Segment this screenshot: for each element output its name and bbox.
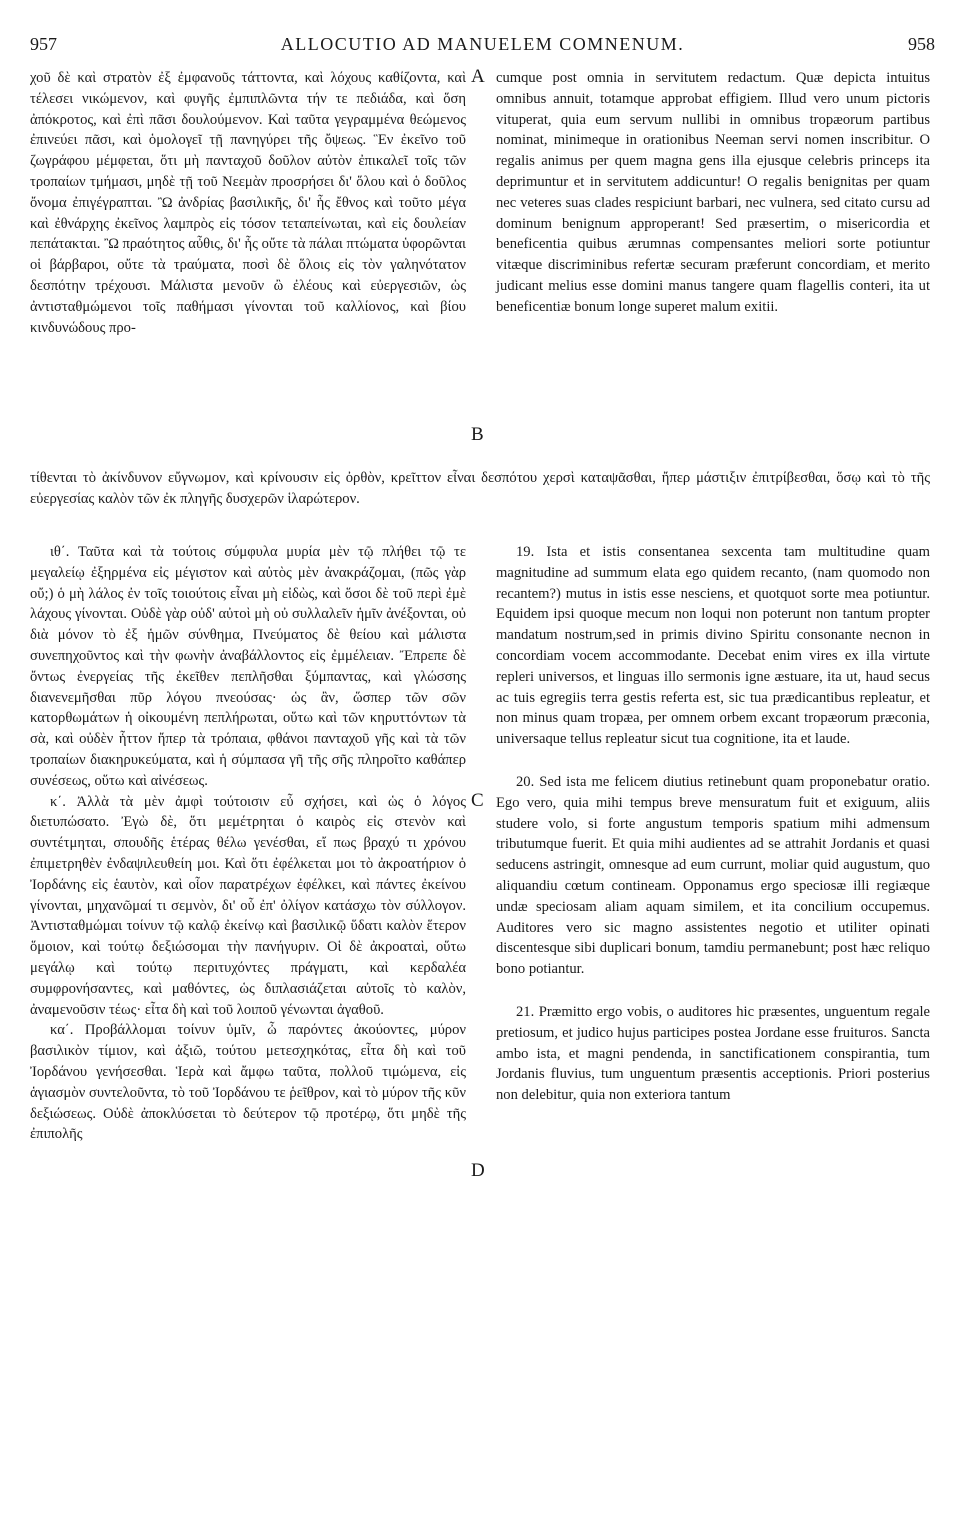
full-width-greek [30, 468, 930, 510]
latin-paragraph-19: 19. Ista et istis consentanea sexcenta tam multitudine quam magnitudine ad summum elata ego quidem recanto, (nam quomodo non recantem?) mutus in istis esse nesciens, et quotquot sorte mea potiuntur. Equidem ipsi quoque mecum non loqui non poterunt non tantum propter mandatum nostrum,sed in primis divino Spiritu consonante necnon in concordiam vocem accommodante. Decebat enim vires ex illa virtute repleri universos, et linguas illo sermonis igne æstuare, ita ut, haud secus ac tuis egregiis terra gestis referta est, sic tua prædicantibus repleatur, et non minus quam tropæa, per omnem orbem excant tropæorum præconia, universaque tellus repleatur sicut tua cognitione, ita et laude. [496, 544, 930, 748]
greek-column-block1 [30, 68, 466, 338]
latin-column-block1 [496, 68, 930, 318]
running-header [30, 34, 935, 56]
margin-marker-c: C [471, 790, 484, 811]
greek-paragraph-21: κα΄. Προβάλλομαι τοίνυν ὑμῖν, ὦ παρόντες ἀκούοντες, μύρον βασιλικὸν τίμιον, καὶ ἀξιῶ, τούτου μετεσχηκότας, εἶτα δὴ καὶ τοῦ Ἰορδάνου γενήσεσθαι. Ἱερὰ καὶ ἄμφω ταῦτα, πολλοῦ τιμώμενα, εἰς ἁγιασμὸν συντελοῦντα, τὸ τοῦ Ἰορδάνου τε ῥεῖθρον, καὶ τὸ μύρον τῆς κῦν δεξιώσεως. Οὐδὲ ἀποκλύσεται τὸ δεύτερον τῷ προτέρῳ, ὅτι μηδὲ τῆς ἐπιπολῆς [30, 1022, 466, 1143]
greek-column-block2 [30, 542, 466, 1145]
latin-column-block2 [496, 542, 930, 1106]
margin-marker-d: D [471, 1160, 485, 1181]
page-number-right: 958 [908, 34, 935, 54]
margin-marker-a: A [471, 66, 485, 87]
greek-paragraph: χοῦ δὲ καὶ στρατὸν ἐξ ἐμφανοῦς τάττοντα, καὶ λόχους καθίζοντα, καὶ τέλεσει νικώμενον, καὶ φυγῆς ἐμπιπλῶντα τήν τε πεδιάδα, καὶ ὅση ἀπόκροτος, καὶ ἐπὶ πᾶσι δουλούμενον. Καὶ ταῦτα γεγραμμένα θεώμενος ἐπινεύει πᾶσι, καὶ ὁμολογεῖ τῇ πανηγύρει τῆς ὄψεως. Ἓν ἐκεῖνο τοῦ ζωγράφου μέμφεται, ὅτι μὴ πανταχοῦ δοῦλον αὐτὸν ἐπικαλεῖ τοῖς τῶν τροπαίων τμήμασι, μηδὲ τῇ τοῦ Νεεμὰν προσρήσει δι' ὅλου καὶ ὁ δοῦλος ὄνομα ἐπιγέγραπται. Ὢ ἀνδρίας βασιλικῆς, δι' ἧς ἔθνος καὶ τοῦτο μέγα καὶ ἐθνάρχης ἐκεῖνος λαμπρὸς εἰς τόσον τεταπείνωται, καὶ εἰς δουλείαν πεπάτακται. Ὢ πραότητος αὖθις, δι' ἧς οὔτε τὰ πάλαι πτώματα ὑφορῶνται οἱ βάρβαροι, οὔτε τὰ τραύματα, ποσὶ δὲ ὅλοις εἰς τὸν γαληνότατον δεσπότην τρέχουσι. Μάλιστα μενοῦν ὢ ἐλέους καὶ εὐεργεσιῶν, ὡς ἀντισταθμώμενοι τοῖς παθήμασι γίνονται τοῦ καλλίονος, καὶ βίου κινδυνώδους προ- [30, 70, 466, 336]
latin-paragraph-21: 21. Præmitto ergo vobis, o auditores hic præsentes, unguentum regale pretiosum, et judico hujus participes postea Jordane esse fruituros. Sancta ambo ista, et magni pendenda, in sanctificationem conspirantia, tum Jordanis fluvius, tum unguentum præsentis acceptionis. Priori posterius non delebitur, quia non exteriora tantum [496, 1003, 930, 1104]
greek-paragraph-19: ιθ΄. Ταῦτα καὶ τὰ τούτοις σύμφυλα μυρία μὲν τῷ πλήθει τῷ τε μεγαλείῳ ἐξηρμένα εἰς μέγιστον καὶ αὐτὸς μὲν ἀνακράζομαι, (πῶς γὰρ οὔ;) ὁ μὴ λάλος ἐν τοῖς τοιούτοις εἶναι μὴ εἰδὼς, καὶ ὅσοι δὲ τοῦ περὶ ἐμὲ λάχους γίνονται. Οὐδὲ γὰρ οὐδ' αὐτοὶ μὴ οὐ συλλαλεῖν ἡμῖν ἀνέξονται, οὐ διὰ μόνον τὸ ἐξ ἡμῶν σύνθημα, Πνεύματος δὲ θείου καὶ μάλιστα συνεπηχοῦντος καὶ τὴν φωνὴν ἀναβάλλοντος εἰς ἐμμέλειαν. Ἔπρεπε δὲ ὄντως ἐνεργείας τῆς ἐκεῖθεν πεπλῆσθαι ξύμπαντας, καὶ γλώσσης διανενεμῆσθαι πῦρ λόγου πνεούσας· ὡς ἂν, ὥσπερ τῶν σῶν κατορθωμάτων ἡ οἰκουμένη πεπλήρωται, οὕτω καὶ τῶν κηρυττόντων τὰ σὰ, καὶ οὐδὲν ἧττον ἤπερ τὰ τρόπαια, φθάνοι πανταχοῦ γῆς καὶ τὰ τῶν τροπαίων διακηρυκεύματα, καὶ ἡ σύμπασα γῆ τῆς σῆς πληροῖτο καθάπερ συνέσεως, οὕτω καὶ αἰνέσεως. [30, 544, 466, 789]
latin-paragraph-20: 20. Sed ista me felicem diutius retinebunt quam proponebatur oratio. Ego vero, quia mihi tempus breve mensuratum fuit et exiguum, aliis studere volo, si forte angustum temporis spatium mihi admensum tributumque fuerit. Et quia mihi audientes ad se attrahit Jordanis et quasi seducens astringit, omnesque ad eum currunt, moliar quid augustum, quo aliquandiu cœtum contineam. Opponamus ergo speciosæ illi regiæque undæ speciosam aliam aquam similem, et ita concilium occupemus. Auditores vero sic magno assistentes negotio et utiliter opinati discentesque sibi duplicari bonum, tamdiu permanebunt; post hæc reliquo bono potiantur. [496, 773, 930, 978]
greek-paragraph-full: τίθενται τὸ ἀκίνδυνον εὔγνωμον, καὶ κρίνουσιν εἰς ὀρθὸν, κρεῖττον εἶναι δεσπότου χερσὶ καταψᾶσθαι, ἤπερ μάστιξιν ἐπιτρίβεσθαι, ὅσῳ καὶ τὸ τῆς εὐεργεσίας καλὸν τῶν ἐκ πληγῆς δυσχερῶν ἱλαρώτερον. [30, 470, 930, 507]
page-number-left: 957 [30, 34, 57, 54]
latin-paragraph: cumque post omnia in servitutem redactum. Quæ depicta intuitus omnibus annuit, totamque approbat effigiem. Illud vero unum pictoris vituperat, quia eum servum nullibi in omnibus tropæorum partibus nominat, minimeque in orationibus Neeman servi nomen inscribitur. O regalis animus per quem magna gens illa ejusque celebris princeps ita deprimuntur et in servitutem addicuntur! O regalis benignitas per quam nec veteres suas clades respiciunt barbari, nec vulnera, sed citato cursu ad dominum benignum approperant! Sed præsertim, o misericordia et beneficentia quibus ærumnas compensantes meliori sorte potiuntur vitæque discriminibus refertæ securam præferunt concordiam, et merito judicant melius esse domini manus tangere quam flagellis conteri, ita ut beneficentiæ bonum longe superet malum exitii. [496, 70, 930, 315]
running-title: ALLOCUTIO AD MANUELEM COMNENUM. [280, 34, 685, 54]
greek-paragraph-20: κ΄. Ἀλλὰ τὰ μὲν ἀμφὶ τούτοισιν εὖ σχήσει, καὶ ὡς ὁ λόγος διετυπώσατο. Ἐγὼ δὲ, ὅτι μεμέτρηται ὁ καιρὸς εἰς στενὸν καὶ συντέτμηται, σπουδῆς ἑτέρας θέλω γενέσθαι, εἴ πως βραχύ τι χρόνου ἐπιμετρηθὲν ἐνδαψιλευθείη μοι. Καὶ ὅτι ἐφέλκεται μοι τὸ ἀκροατήριον ὁ Ἰορδάνης εἰς ἑαυτὸν, καὶ οἷον παρατρέχων ἐφέλκει, καὶ πάντες ἐκείνου γίνονται, μηχανῶμαί τι σεμνὸν, δι' οὗ ἐπ' ὀλίγον κατάσχω τὸν σύλλογον. Ἀντισταθμώμαι τοίνυν τῷ καλῷ ἐκείνῳ καὶ βασιλικῷ ὕδατι καλὸν ἕτερον ὅμοιον, καὶ τούτῳ δεξιώσομαι τὴν πανήγυριν. Οἱ δὲ ἀκροαταὶ, οὕτω μεγάλῳ καὶ τούτῳ περιτυχόντες πράγματι, καὶ κερδαλέα συμφρονήσαντες, καὶ μαθόντες, ὡς διπλασιάζεται αὐτοῖς τὸ καλὸν, ἀναμενοῦσιν τέως· εἶτα δὴ καὶ τοῦ λοιποῦ γένωνται ἀγαθοῦ. [30, 793, 466, 1018]
margin-marker-b: B [471, 424, 484, 445]
